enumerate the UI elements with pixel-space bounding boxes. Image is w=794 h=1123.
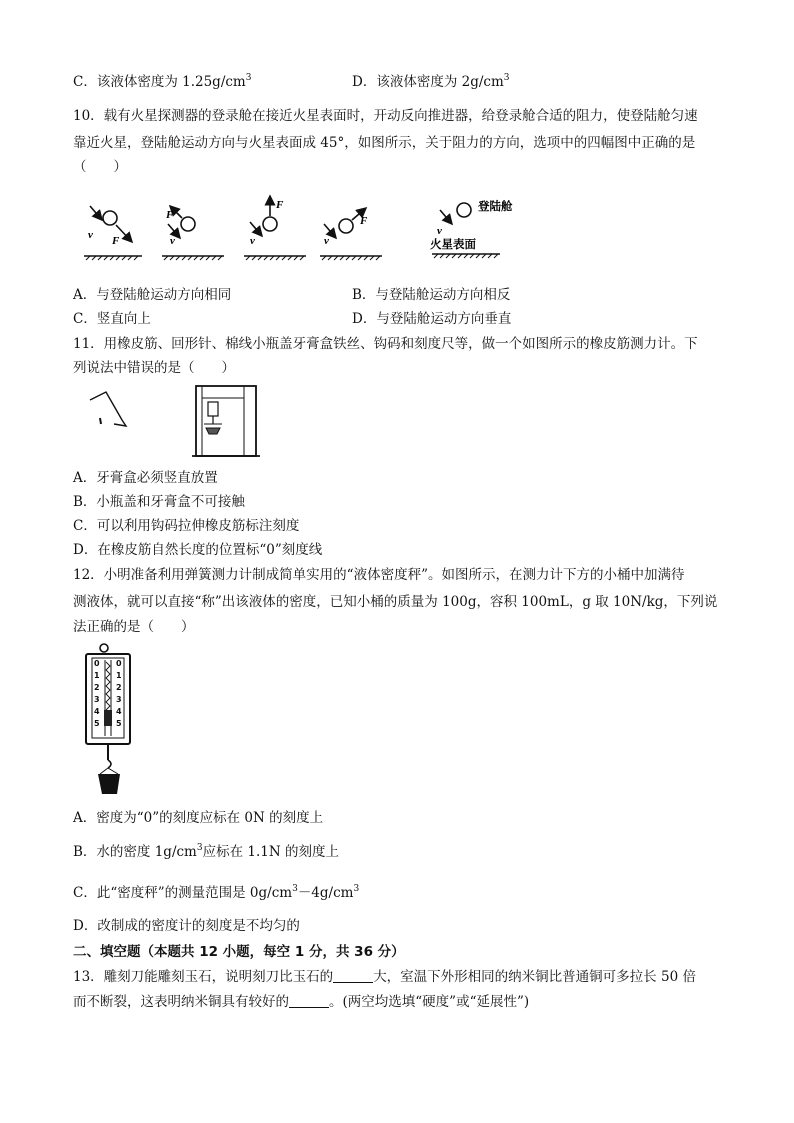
q10-ref-v-label: v	[437, 225, 442, 237]
q11-option-a: A．牙膏盒必须竖直放置	[73, 470, 218, 486]
q12-tick-right-2: 2	[116, 683, 122, 692]
q10-figure	[80, 188, 540, 264]
q9-option-c: C．该液体密度为 $1.25g/cm^3$	[73, 73, 252, 90]
q10-option-c-diagram	[244, 196, 306, 260]
q10-option-d: D．与登陆舱运动方向垂直	[352, 311, 512, 327]
q10-b-v-label: v	[170, 235, 175, 247]
q12-tick-right-3: 3	[116, 695, 122, 704]
q13-stem-line2: 而不断裂，这表明纳米铜具有较好的 。(两空均选填“硬度”或“延展性”)	[73, 994, 530, 1010]
q12-stem-line2: 测液体，就可以直接“称”出该液体的密度，已知小桶的质量为 100g，容积 100mL，g 取 10N/kg，下列说	[73, 594, 718, 610]
q10-d-f-label: F	[360, 215, 368, 227]
q10-c-v-label: v	[250, 235, 255, 247]
q12-tick-left-0: 0	[94, 659, 100, 668]
q11-tester-diagram	[192, 386, 260, 456]
q12-tick-left-5: 5	[94, 719, 100, 728]
q10-a-f-label: F	[112, 235, 120, 247]
q13-blank-2[interactable]	[289, 993, 329, 1008]
q11-stem-line2: 列说法中错误的是（ ）	[73, 360, 235, 376]
q11-option-c: C．可以利用钩码拉伸橡皮筋标注刻度	[73, 518, 300, 534]
q11-figure	[84, 384, 264, 460]
q12-tick-right-0: 0	[116, 659, 122, 668]
q10-d-v-label: v	[324, 235, 329, 247]
q9-option-d: D．该液体密度为 $2g/cm^3$	[352, 73, 510, 90]
q10-lander-label: 登陆舱	[478, 199, 513, 213]
q12-stem-line3: 法正确的是（ ）	[73, 619, 195, 635]
q12-tick-right-4: 4	[116, 707, 122, 716]
q10-option-c: C．竖直向上	[73, 311, 151, 327]
q10-option-b: B．与登陆舱运动方向相反	[352, 287, 511, 303]
q10-option-a: A．与登陆舱运动方向相同	[73, 287, 232, 303]
q10-stem-line3: （ ）	[73, 159, 127, 175]
q12-tick-right-5: 5	[116, 719, 122, 728]
q10-option-b-diagram	[162, 206, 224, 260]
q12-tick-right-1: 1	[116, 671, 122, 680]
q10-stem-line1: 10．载有火星探测器的登录舱在接近火星表面时，开动反向推进器，给登录舱合适的阻力，使登陆舱匀速	[73, 108, 698, 124]
q12-option-d: D．改制成的密度计的刻度是不均匀的	[73, 918, 300, 934]
q11-option-b: B．小瓶盖和牙膏盒不可接触	[73, 494, 245, 510]
q10-surface-label: 火星表面	[430, 237, 476, 251]
q11-wire-diagram	[90, 392, 126, 426]
q10-stem-line2: 靠近火星，登陆舱运动方向与火星表面成 45°，如图所示，关于阻力的方向，选项中的四幅图中正确的是	[73, 135, 696, 151]
q12-tick-left-2: 2	[94, 683, 100, 692]
q12-option-a: A．密度为“0”的刻度应标在 0N 的刻度上	[73, 810, 324, 826]
q12-option-b: B．水的密度 $1g/cm^3$应标在 1.1N 的刻度上	[73, 843, 339, 860]
q12-tick-left-4: 4	[94, 707, 100, 716]
q13-stem-line1: 13．雕刻刀能雕刻玉石，说明刻刀比玉石的 大，室温下外形相同的纳米铜比普通铜可多拉长 50 倍	[73, 969, 696, 985]
q12-tick-left-1: 1	[94, 671, 100, 680]
q10-c-f-label: F	[276, 199, 284, 211]
q12-spring-scale-figure	[84, 642, 140, 798]
q11-option-d: D．在橡皮筋自然长度的位置标“0”刻度线	[73, 542, 323, 558]
q10-option-a-diagram	[84, 206, 142, 260]
q11-stem-line1: 11．用橡皮筋、回形针、棉线小瓶盖牙膏盒铁丝、钩码和刻度尺等，做一个如图所示的橡皮筋测力计。下	[73, 336, 698, 352]
q10-a-v-label: v	[88, 229, 93, 241]
q10-reference-diagram	[430, 199, 513, 258]
q12-stem-line1: 12．小明准备利用弹簧测力计制成简单实用的“液体密度秤”。如图所示，在测力计下方的小桶中加满待	[73, 567, 685, 583]
section-2-title: 二、填空题（本题共 12 小题，每空 1 分，共 36 分）	[73, 944, 405, 960]
q12-option-c: C．此“密度秤”的测量范围是 $0g/cm^3-4g/cm^3$	[73, 884, 360, 901]
q13-blank-1[interactable]	[333, 968, 373, 983]
q10-b-f-label: F	[166, 209, 174, 221]
q12-tick-left-3: 3	[94, 695, 100, 704]
q10-option-d-diagram	[320, 208, 382, 260]
